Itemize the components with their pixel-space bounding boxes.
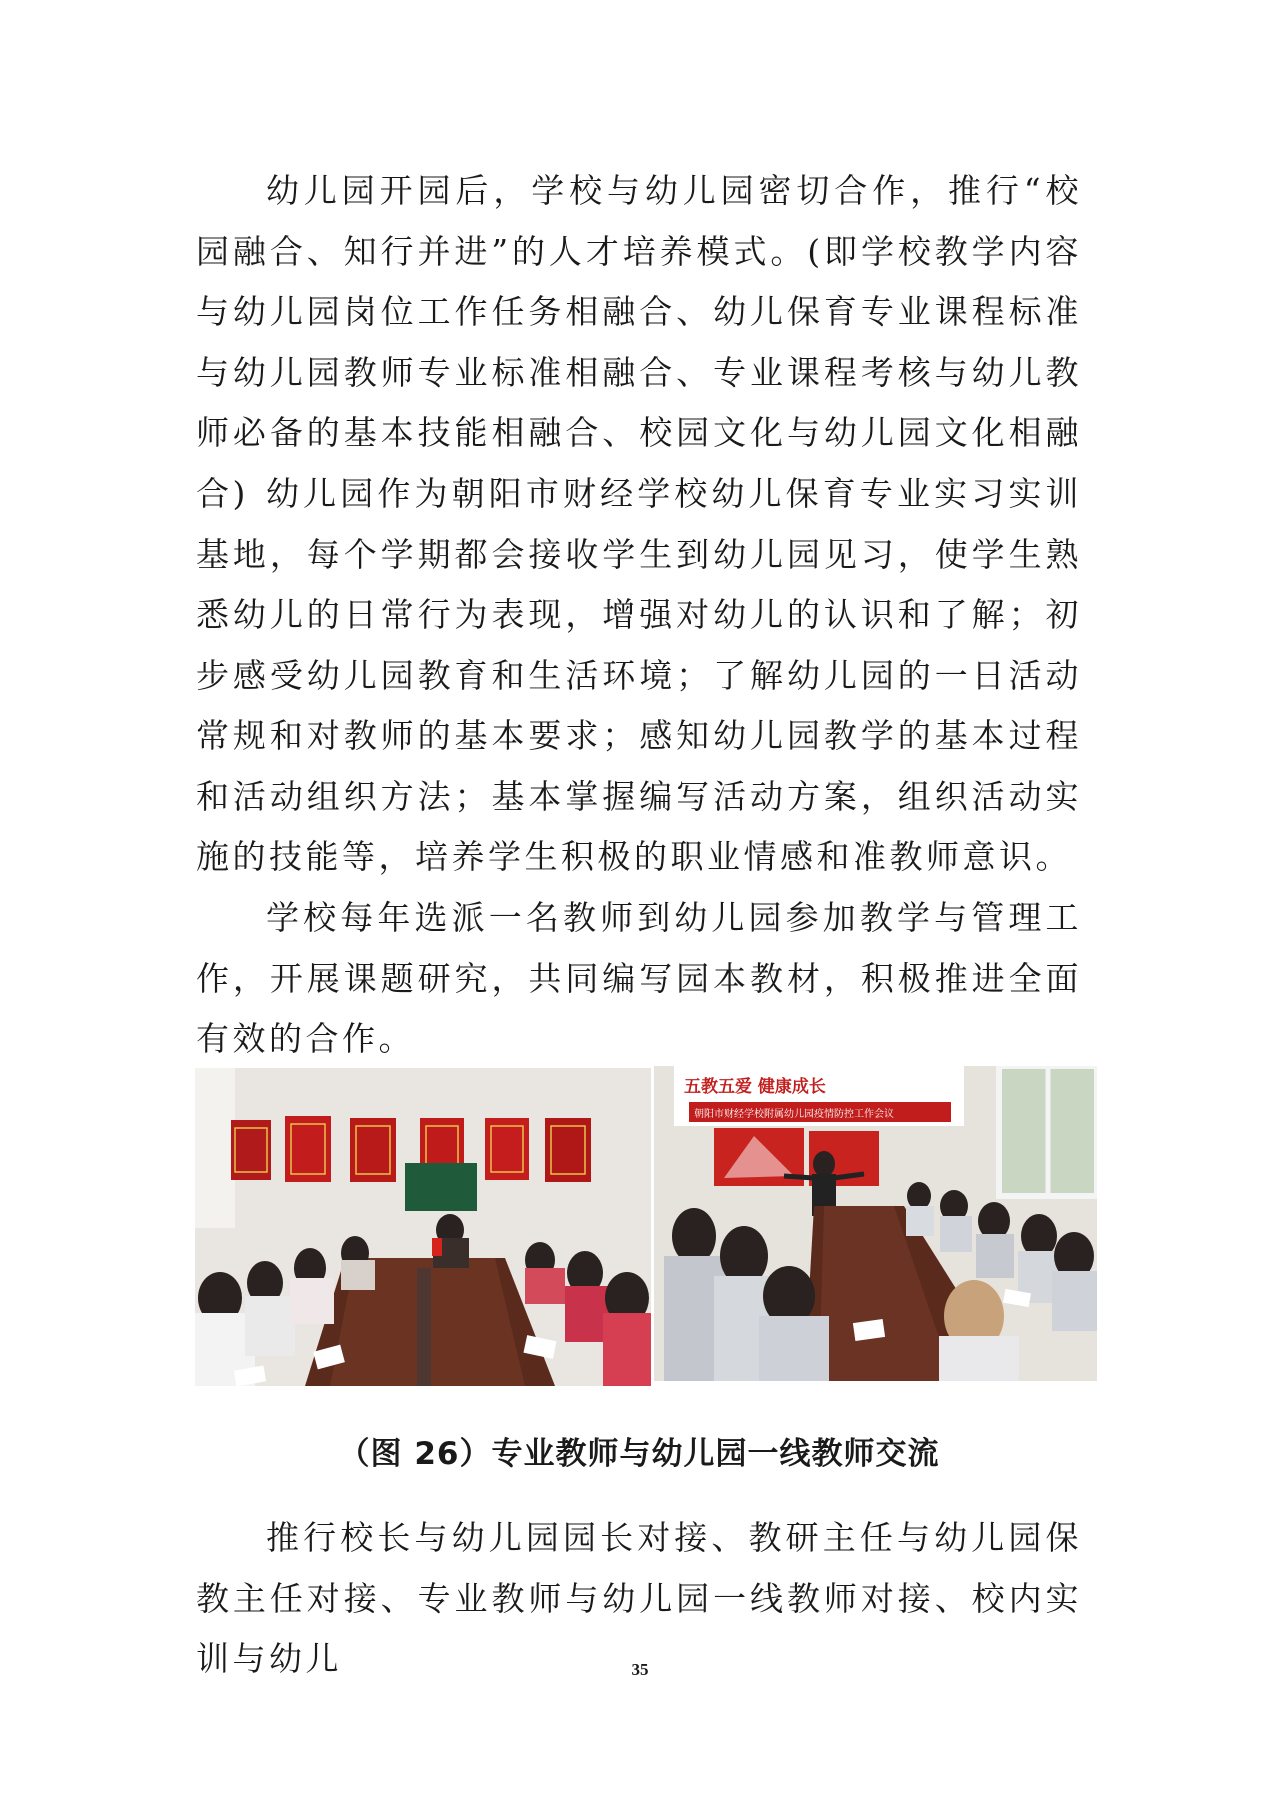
paragraph-school-kindergarten-cooperation: 幼儿园开园后，学校与幼儿园密切合作，推行“校园融合、知行并进”的人才培养模式。(即学校教学内容与幼儿园岗位工作任务相融合、幼儿保育专业课程标准与幼儿园教师专业标准相融合、专业课程考核与幼儿教师必备的基本技能相融合、校园文化与幼儿园文化相融合): [196, 171, 1082, 513]
page-number: 35: [631, 1660, 649, 1679]
figure-caption: （图 26）专业教师与幼儿园一线教师交流: [338, 1436, 940, 1472]
paragraph-docking-mechanism: 推行校长与幼儿园园长对接、教研主任与幼儿园保教主任对接、专业教师与幼儿园一线教师对接、校内实训与幼儿: [196, 1518, 1082, 1678]
paragraph-teacher-dispatch: 学校每年选派一名教师到幼儿园参加教学与管理工作，开展课题研究，共同编写园本教材，积极推进全面有效的合作。: [196, 898, 1082, 1058]
paragraph-internship-base: 幼儿园作为朝阳市财经学校幼儿保育专业实习实训基地，每个学期都会接收学生到幼儿园见习，使学生熟悉幼儿的日常行为表现，增强对幼儿的认识和了解；初步感受幼儿园教育和生活环境；了解幼儿园的一日活动常规和对教师的基本要求；感知幼儿园教学的基本过程和活动组织方法；基本掌握编写活动方案，组织活动实施的技能等，培养学生积极的职业情感和准教师意识。: [196, 474, 1082, 876]
right-banner-title: 朝阳市财经学校附属幼儿园疫情防控工作会议: [694, 1109, 894, 1120]
photo-epidemic-prevention-meeting: [654, 1066, 1097, 1381]
photo-meeting-with-banners: [195, 1068, 651, 1386]
right-banner-slogan: 五教五爱 健康成长: [684, 1077, 826, 1097]
